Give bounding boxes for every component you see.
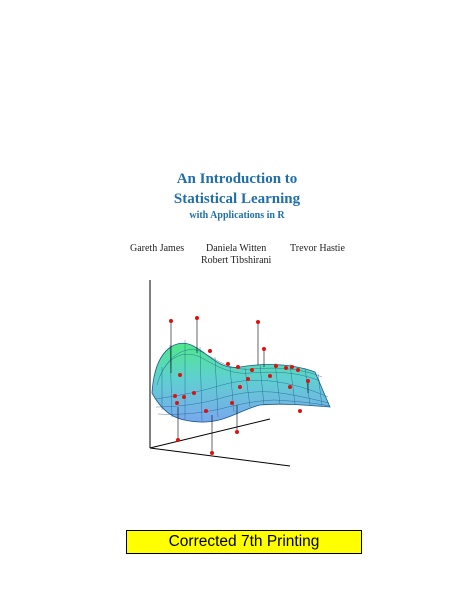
book-title-line-2: Statistical Learning — [173, 191, 301, 207]
data-point — [204, 409, 208, 413]
data-point — [175, 401, 179, 405]
book-title-line-1: An Introduction to — [176, 171, 298, 187]
data-point — [246, 377, 250, 381]
data-point — [296, 368, 300, 372]
data-point — [250, 368, 254, 372]
data-point — [182, 395, 186, 399]
data-point — [176, 438, 180, 442]
x-axis-line — [150, 448, 290, 466]
author-trevor-hastie: Trevor Hastie — [290, 243, 345, 254]
regression-surface — [152, 340, 330, 422]
data-point — [208, 349, 212, 353]
data-point — [298, 409, 302, 413]
data-point — [236, 365, 240, 369]
data-point — [226, 362, 230, 366]
data-point — [256, 320, 260, 324]
data-point — [284, 366, 288, 370]
data-point — [195, 316, 199, 320]
data-point — [192, 391, 196, 395]
data-point — [238, 385, 242, 389]
author-gareth-james: Gareth James — [130, 243, 185, 254]
book-subtitle: with Applications in R — [189, 210, 285, 221]
data-point — [268, 374, 272, 378]
data-point — [262, 347, 266, 351]
data-point — [290, 365, 294, 369]
author-daniela-witten: Daniela Witten — [206, 243, 267, 254]
data-point — [235, 430, 239, 434]
data-point — [230, 401, 234, 405]
data-point — [306, 379, 310, 383]
data-point — [173, 394, 177, 398]
author-robert-tibshirani: Robert Tibshirani — [201, 255, 272, 266]
data-point — [210, 451, 214, 455]
data-point — [274, 364, 278, 368]
cover-surface-figure — [140, 275, 345, 475]
printing-banner: Corrected 7th Printing — [126, 530, 362, 554]
y-axis-line — [150, 419, 270, 448]
data-point — [288, 385, 292, 389]
data-point — [178, 373, 182, 377]
data-point — [169, 319, 173, 323]
